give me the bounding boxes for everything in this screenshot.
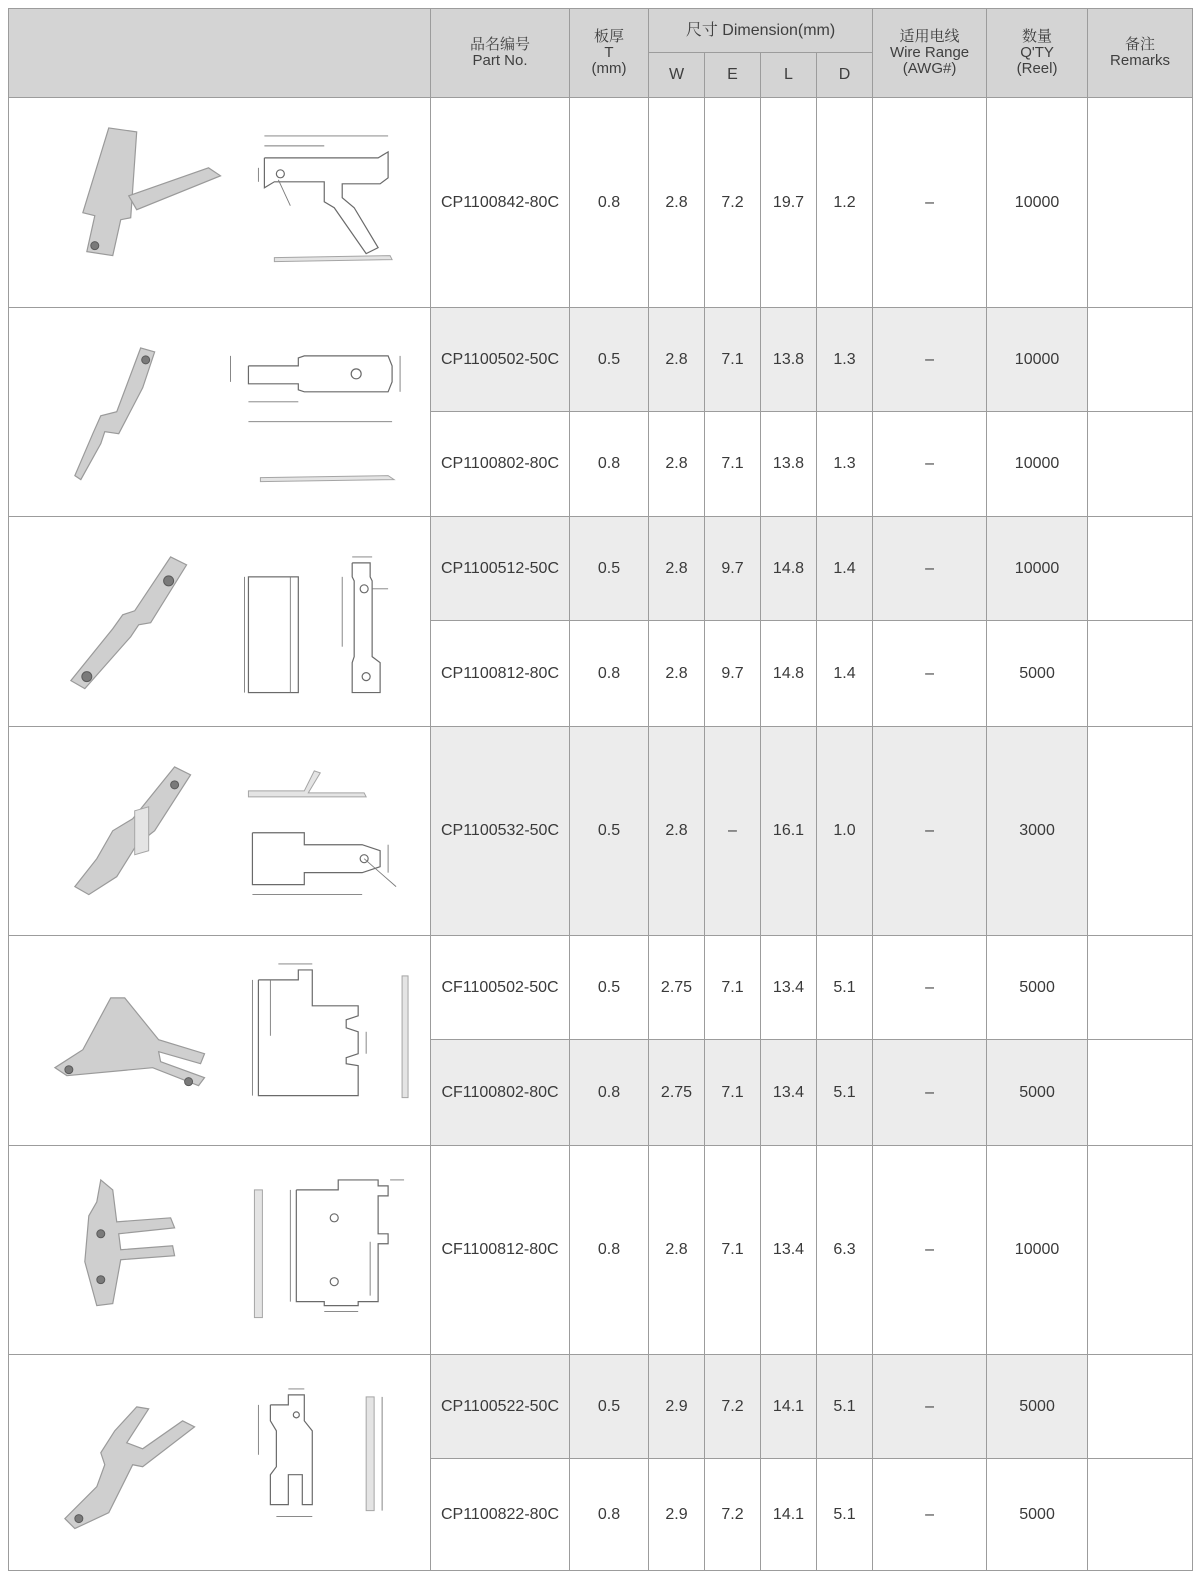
terminal-image-7	[9, 1355, 430, 1570]
dim-d-cell: 1.3	[817, 307, 873, 411]
header-remarks	[1088, 9, 1193, 98]
terminal-image-2	[9, 308, 430, 517]
product-image-cell-4	[9, 726, 431, 936]
dim-l-cell: 14.8	[761, 517, 817, 621]
header-quantity	[987, 9, 1088, 98]
remarks-cell	[1088, 1040, 1193, 1145]
dim-d-cell: 1.3	[817, 411, 873, 516]
wire-range-cell: –	[873, 1040, 987, 1145]
terminal-image-6	[9, 1146, 430, 1355]
part-no-cell: CF1100812-80C	[431, 1145, 570, 1355]
table-body	[9, 98, 1193, 1571]
remarks-cell	[1088, 98, 1193, 308]
dim-w-cell: 2.8	[649, 307, 705, 411]
terminal-image-3	[9, 517, 430, 726]
remarks-cell	[1088, 1355, 1193, 1459]
remarks-cell	[1088, 1459, 1193, 1571]
dim-w-cell: 2.8	[649, 1145, 705, 1355]
thickness-cell: 0.5	[570, 307, 649, 411]
dim-d-cell: 1.4	[817, 621, 873, 726]
part-no-cell: CP1100502-50C	[431, 307, 570, 411]
terminal-image-1	[9, 98, 430, 307]
table-row	[9, 936, 1193, 1040]
dim-e-cell: 7.1	[705, 1040, 761, 1145]
dim-w-cell: 2.8	[649, 98, 705, 308]
dim-l-cell: 19.7	[761, 98, 817, 308]
part-no-cell: CP1100532-50C	[431, 726, 570, 936]
dim-e-cell: 7.2	[705, 1459, 761, 1571]
header-part-no-cn: 品名编号	[469, 36, 530, 53]
dim-w-cell: 2.8	[649, 726, 705, 936]
dim-w-cell: 2.9	[649, 1355, 705, 1459]
table-row	[9, 1355, 1193, 1459]
dim-l-cell: 14.1	[761, 1355, 817, 1459]
wire-range-cell: –	[873, 307, 987, 411]
dim-d-cell: 5.1	[817, 1040, 873, 1145]
part-no-cell: CP1100822-80C	[431, 1459, 570, 1571]
dim-w-cell: 2.75	[649, 1040, 705, 1145]
product-image-cell-5	[9, 936, 431, 1146]
wire-range-cell: –	[873, 1459, 987, 1571]
quantity-cell: 10000	[987, 517, 1088, 621]
part-no-cell: CF1100802-80C	[431, 1040, 570, 1145]
header-qty-unit: (Reel)	[1016, 60, 1058, 77]
table-row	[9, 307, 1193, 411]
thickness-cell: 0.8	[570, 621, 649, 726]
wire-range-cell: –	[873, 411, 987, 516]
wire-range-cell: –	[873, 1145, 987, 1355]
thickness-cell: 0.5	[570, 1355, 649, 1459]
wire-range-cell: –	[873, 621, 987, 726]
remarks-cell	[1088, 307, 1193, 411]
part-no-cell: CP1100802-80C	[431, 411, 570, 516]
header-thickness	[570, 9, 649, 98]
dim-e-cell: 7.2	[705, 98, 761, 308]
header-remarks-cn: 备注	[1125, 36, 1156, 53]
thickness-cell: 0.8	[570, 1459, 649, 1571]
header-remarks-en: Remarks	[1110, 52, 1171, 69]
remarks-cell	[1088, 936, 1193, 1040]
part-no-cell: CP1100842-80C	[431, 98, 570, 308]
dim-w-cell: 2.8	[649, 517, 705, 621]
header-wire-unit: (AWG#)	[902, 60, 957, 77]
spec-sheet	[8, 8, 1192, 1563]
wire-range-cell: –	[873, 517, 987, 621]
dim-l-cell: 13.4	[761, 1040, 817, 1145]
dim-d-cell: 5.1	[817, 1355, 873, 1459]
dim-w-cell: 2.8	[649, 621, 705, 726]
dim-d-cell: 1.2	[817, 98, 873, 308]
terminal-image-4	[9, 727, 430, 936]
dim-l-cell: 14.1	[761, 1459, 817, 1571]
table-header	[9, 9, 1193, 98]
dim-l-cell: 13.8	[761, 411, 817, 516]
header-blank-image-column	[9, 9, 431, 98]
dim-e-cell: 7.1	[705, 1145, 761, 1355]
thickness-cell: 0.5	[570, 726, 649, 936]
quantity-cell: 10000	[987, 307, 1088, 411]
dim-d-cell: 1.4	[817, 517, 873, 621]
thickness-cell: 0.8	[570, 1145, 649, 1355]
product-image-cell-6	[9, 1145, 431, 1355]
dim-w-cell: 2.8	[649, 411, 705, 516]
dim-w-cell: 2.75	[649, 936, 705, 1040]
dim-e-cell: 7.2	[705, 1355, 761, 1459]
remarks-cell	[1088, 726, 1193, 936]
dim-e-cell: 7.1	[705, 307, 761, 411]
remarks-cell	[1088, 621, 1193, 726]
dim-e-cell: –	[705, 726, 761, 936]
table-row	[9, 726, 1193, 936]
header-dim-e: E	[705, 53, 761, 98]
quantity-cell: 10000	[987, 98, 1088, 308]
header-qty-en: Q'TY	[1020, 44, 1054, 61]
table-row	[9, 1145, 1193, 1355]
quantity-cell: 3000	[987, 726, 1088, 936]
quantity-cell: 5000	[987, 936, 1088, 1040]
dim-l-cell: 13.4	[761, 1145, 817, 1355]
thickness-cell: 0.5	[570, 936, 649, 1040]
header-dim-d: D	[817, 53, 873, 98]
header-part-no	[431, 9, 570, 98]
header-wire-range	[873, 9, 987, 98]
header-qty-cn: 数量	[1022, 28, 1053, 45]
header-dim-l: L	[761, 53, 817, 98]
dim-d-cell: 5.1	[817, 936, 873, 1040]
header-wire-en: Wire Range	[889, 44, 970, 61]
wire-range-cell: –	[873, 936, 987, 1040]
spec-table	[8, 8, 1193, 1571]
part-no-cell: CP1100512-50C	[431, 517, 570, 621]
wire-range-cell: –	[873, 726, 987, 936]
quantity-cell: 5000	[987, 1459, 1088, 1571]
thickness-cell: 0.8	[570, 1040, 649, 1145]
quantity-cell: 5000	[987, 1040, 1088, 1145]
dim-e-cell: 7.1	[705, 936, 761, 1040]
header-thickness-unit: (mm)	[591, 60, 627, 77]
part-no-cell: CP1100522-50C	[431, 1355, 570, 1459]
header-thickness-symbol: T	[604, 44, 614, 61]
header-part-no-en: Part No.	[472, 52, 528, 69]
dim-l-cell: 14.8	[761, 621, 817, 726]
remarks-cell	[1088, 517, 1193, 621]
wire-range-cell: –	[873, 98, 987, 308]
thickness-cell: 0.8	[570, 98, 649, 308]
dim-d-cell: 6.3	[817, 1145, 873, 1355]
table-row	[9, 517, 1193, 621]
part-no-cell: CP1100812-80C	[431, 621, 570, 726]
wire-range-cell: –	[873, 1355, 987, 1459]
dim-l-cell: 13.4	[761, 936, 817, 1040]
part-no-cell: CF1100502-50C	[431, 936, 570, 1040]
header-dimension: 尺寸 Dimension(mm)	[649, 9, 873, 53]
product-image-cell-7	[9, 1355, 431, 1571]
quantity-cell: 10000	[987, 411, 1088, 516]
header-wire-cn: 适用电线	[899, 28, 960, 45]
product-image-cell-1	[9, 98, 431, 308]
dim-w-cell: 2.9	[649, 1459, 705, 1571]
dim-l-cell: 16.1	[761, 726, 817, 936]
remarks-cell	[1088, 411, 1193, 516]
quantity-cell: 10000	[987, 1145, 1088, 1355]
product-image-cell-3	[9, 517, 431, 727]
dim-e-cell: 9.7	[705, 517, 761, 621]
dim-d-cell: 5.1	[817, 1459, 873, 1571]
thickness-cell: 0.8	[570, 411, 649, 516]
quantity-cell: 5000	[987, 1355, 1088, 1459]
header-thickness-cn: 板厚	[593, 28, 624, 45]
table-row	[9, 98, 1193, 308]
header-dim-w: W	[649, 53, 705, 98]
thickness-cell: 0.5	[570, 517, 649, 621]
dim-d-cell: 1.0	[817, 726, 873, 936]
dim-e-cell: 7.1	[705, 411, 761, 516]
dim-e-cell: 9.7	[705, 621, 761, 726]
quantity-cell: 5000	[987, 621, 1088, 726]
dim-l-cell: 13.8	[761, 307, 817, 411]
terminal-image-5	[9, 936, 430, 1145]
product-image-cell-2	[9, 307, 431, 517]
remarks-cell	[1088, 1145, 1193, 1355]
